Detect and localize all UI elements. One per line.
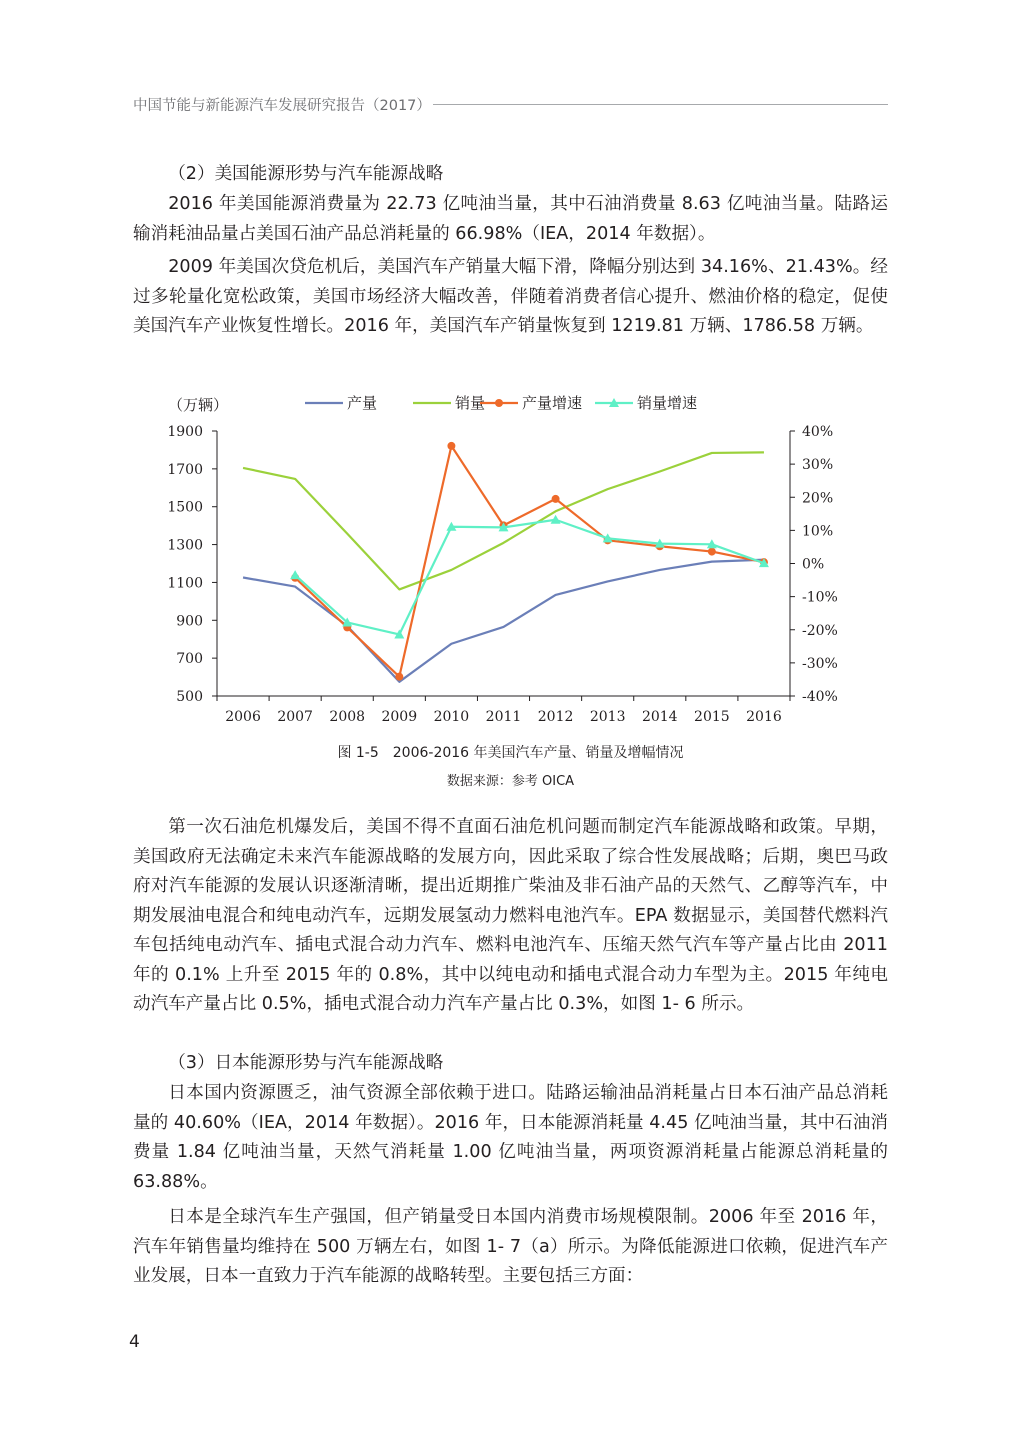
legend-item xyxy=(480,394,582,412)
y-right-tick-label: 20% xyxy=(802,490,834,507)
legend-label: 销量 xyxy=(455,394,486,412)
chart-lines xyxy=(243,442,769,682)
data-point xyxy=(395,673,403,681)
y-left-tick-label: 500 xyxy=(176,689,203,705)
x-tick-label: 2015 xyxy=(694,709,730,725)
x-tick-label: 2010 xyxy=(433,709,470,725)
figure-caption: 图 1-5 2006-2016 年美国汽车产量、销量及增幅情况 xyxy=(337,745,684,761)
y-right-tick-label: 30% xyxy=(802,457,834,474)
chart-legend xyxy=(305,394,697,412)
series-1 xyxy=(243,560,764,682)
x-tick-label: 2008 xyxy=(329,709,366,725)
us-auto-chart xyxy=(150,388,850,728)
legend-item xyxy=(413,394,485,412)
series-line xyxy=(243,560,764,682)
legend-item xyxy=(305,394,377,412)
series-line xyxy=(243,452,764,589)
y-right-tick-label: 10% xyxy=(802,523,834,540)
x-tick-label: 2012 xyxy=(537,709,574,725)
legend-item xyxy=(595,394,697,412)
x-tick-label: 2009 xyxy=(381,709,418,725)
y-right-tick-label: -30% xyxy=(802,655,838,672)
paragraph-japan-energy: 日本国内资源匮乏，油气资源全部依赖于进口。陆路运输油品消耗量占日本石油产品总消耗量的 40.60%（IEA，2014 年数据）。2016 年，日本能源消耗量 4.45 亿吨油当量，其中石油消费量 1.84 亿吨油当量，天然气消耗量 1.00 亿吨油当量，两项资源消耗量占能源总消耗量的 63.88%。 xyxy=(133,1083,888,1192)
y-right-tick-label: -20% xyxy=(802,622,838,639)
series-line xyxy=(295,446,764,677)
y-right-tick-label: 40% xyxy=(802,424,834,440)
data-point xyxy=(447,442,455,450)
series-4 xyxy=(290,515,769,639)
y-right-tick-label: -10% xyxy=(802,589,838,606)
y-left-tick-label: 1700 xyxy=(167,461,203,478)
x-tick-label: 2013 xyxy=(589,709,626,725)
y-left-tick-label: 1500 xyxy=(167,499,203,516)
series-3 xyxy=(291,442,768,681)
legend-label: 产量增速 xyxy=(522,394,583,412)
chart-axes xyxy=(167,424,838,725)
section-heading-us: （2）美国能源形势与汽车能源战略 xyxy=(168,164,444,184)
y-right-tick-label: 0% xyxy=(802,556,825,573)
page-number: 4 xyxy=(129,1332,140,1352)
page-header xyxy=(133,94,888,116)
paragraph-us-strategy: 第一次石油危机爆发后，美国不得不直面石油危机问题而制定汽车能源战略和政策。早期，美国政府无法确定未来汽车能源战略的发展方向，因此采取了综合性发展战略；后期，奥巴马政府对汽车能源的发展认识逐渐清晰，提出近期推广柴油及非石油产品的天然气、乙醇等汽车，中期发展油电混合和纯电动汽车，远期发展氢动力燃料电池汽车。EPA 数据显示，美国替代燃料汽车包括纯电动汽车、插电式混合动力汽车、燃料电池汽车、压缩天然气汽车等产量占比由 2011 年的 0.1% 上升至 2015 年的 0.8%，其中以纯电动和插电式混合动力车型为主。2015 年纯电动汽车产量占比 0.5%，插电式混合动力汽车产量占比 0.3%，如图 1- 6 所示。 xyxy=(133,817,888,1014)
y-left-tick-label: 1100 xyxy=(167,575,203,592)
y-left-tick-label: 900 xyxy=(176,613,203,630)
y-left-tick-label: 1300 xyxy=(167,537,203,554)
y-left-tick-label: 700 xyxy=(176,651,203,668)
paragraph-us-energy: 2016 年美国能源消费量为 22.73 亿吨油当量，其中石油消费量 8.63 亿吨油当量。陆路运输消耗油品量占美国石油产品总消耗量的 66.98%（IEA，2014 年数据）。 xyxy=(133,194,888,244)
series-line xyxy=(295,520,764,635)
data-point xyxy=(552,495,560,503)
y-right-tick-label: -40% xyxy=(802,689,838,705)
x-tick-label: 2016 xyxy=(746,709,782,725)
legend-label: 销量增速 xyxy=(637,394,698,412)
x-tick-label: 2014 xyxy=(641,709,678,725)
x-tick-label: 2011 xyxy=(485,709,522,725)
header-title: 中国节能与新能源汽车发展研究报告（2017） xyxy=(133,98,431,114)
data-point xyxy=(290,570,300,579)
legend-marker xyxy=(495,399,503,407)
figure-source: 数据来源：参考 OICA xyxy=(446,774,575,789)
x-tick-label: 2006 xyxy=(225,709,261,725)
x-tick-label: 2007 xyxy=(277,709,313,725)
header-rule xyxy=(433,104,888,105)
section-heading-japan: （3）日本能源形势与汽车能源战略 xyxy=(168,1053,444,1073)
paragraph-japan-auto: 日本是全球汽车生产强国，但产销量受日本国内消费市场规模限制。2006 年至 2016 年，汽车年销售量均维持在 500 万辆左右，如图 1- 7（a）所示。为降低能源进口依赖，促进汽车产业发展，日本一直致力于汽车能源的战略转型。主要包括三方面： xyxy=(133,1207,888,1286)
y-left-tick-label: 1900 xyxy=(167,424,203,440)
y-left-unit-label: （万辆） xyxy=(168,396,229,414)
paragraph-us-auto: 2009 年美国次贷危机后，美国汽车产销量大幅下滑，降幅分别达到 34.16%、21.43%。经过多轮量化宽松政策，美国市场经济大幅改善，伴随着消费者信心提升、燃油价格的稳定，促使美国汽车产业恢复性增长。2016 年，美国汽车产销量恢复到 1219.81 万辆、1786.58 万辆。 xyxy=(133,257,888,336)
legend-label: 产量 xyxy=(347,394,378,412)
data-point xyxy=(708,548,716,556)
series-2 xyxy=(243,452,764,589)
